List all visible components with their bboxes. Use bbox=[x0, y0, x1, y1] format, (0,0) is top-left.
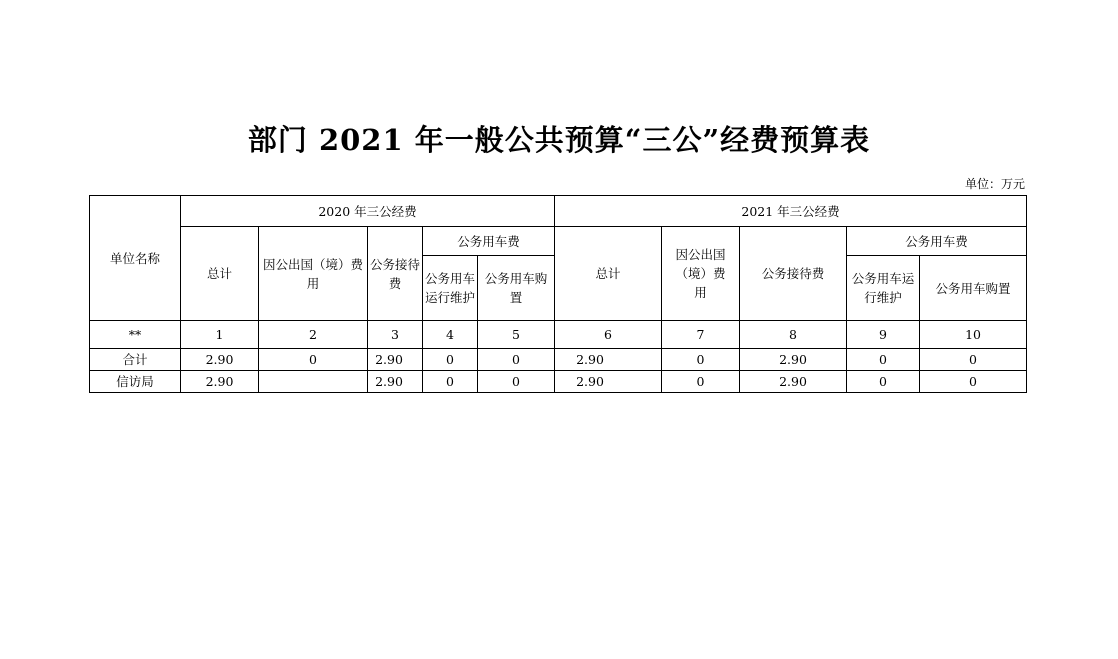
cell-value: 0 bbox=[478, 349, 555, 371]
cell-value: 2.90 bbox=[368, 371, 423, 393]
row-name: 信访局 bbox=[90, 371, 181, 393]
cell-value: 0 bbox=[423, 371, 478, 393]
cell-value: 0 bbox=[847, 371, 920, 393]
cell-value: 2.90 bbox=[181, 371, 259, 393]
header-2021-vehicle-group: 公务用车费 bbox=[847, 227, 1027, 256]
cell-value: 0 bbox=[662, 371, 740, 393]
table-row bbox=[90, 349, 1027, 371]
cell-value: 2.90 bbox=[555, 371, 662, 393]
cell-value: 2.90 bbox=[740, 371, 847, 393]
cell-value: 2.90 bbox=[555, 349, 662, 371]
cell-value: 0 bbox=[259, 349, 368, 371]
page-title: 部门 2021 年一般公共预算“三公”经费预算表 bbox=[247, 123, 871, 157]
cell-value: 0 bbox=[478, 371, 555, 393]
cell-value: 0 bbox=[920, 349, 1027, 371]
cell-value: 0 bbox=[847, 349, 920, 371]
header-2021-vehicle-ops: 公务用车运行维护 bbox=[847, 256, 920, 321]
cell-value: 0 bbox=[662, 349, 740, 371]
cell-value bbox=[259, 371, 368, 393]
row-name: 合计 bbox=[90, 349, 181, 371]
unit-label: 单位：万元 bbox=[964, 177, 1025, 191]
cell-value: 2.90 bbox=[740, 349, 847, 371]
header-group-2020: 2020 年三公经费 bbox=[181, 196, 555, 227]
cell-value: 2.90 bbox=[181, 349, 259, 371]
header-group-2021: 2021 年三公经费 bbox=[555, 196, 1027, 227]
index-cell: 1 bbox=[181, 321, 259, 349]
header-2020-reception: 公务接待费 bbox=[368, 227, 423, 321]
index-label: ** bbox=[90, 321, 181, 349]
index-cell: 5 bbox=[478, 321, 555, 349]
index-cell: 4 bbox=[423, 321, 478, 349]
header-2020-vehicle-group: 公务用车费 bbox=[423, 227, 555, 256]
header-2021-total: 总计 bbox=[555, 227, 662, 321]
header-2020-vehicle-buy: 公务用车购置 bbox=[478, 256, 555, 321]
header-2021-vehicle-buy: 公务用车购置 bbox=[920, 256, 1027, 321]
cell-value: 0 bbox=[920, 371, 1027, 393]
index-cell: 8 bbox=[740, 321, 847, 349]
table-row bbox=[90, 371, 1027, 393]
index-cell: 9 bbox=[847, 321, 920, 349]
index-cell: 7 bbox=[662, 321, 740, 349]
header-2021-abroad: 因公出国（境）费用 bbox=[662, 227, 740, 321]
index-cell: 3 bbox=[368, 321, 423, 349]
header-2021-reception: 公务接待费 bbox=[740, 227, 847, 321]
header-2020-abroad: 因公出国（境）费用 bbox=[259, 227, 368, 321]
header-unit-name: 单位名称 bbox=[90, 196, 181, 321]
index-cell: 10 bbox=[920, 321, 1027, 349]
index-cell: 2 bbox=[259, 321, 368, 349]
budget-table bbox=[89, 195, 1027, 393]
cell-value: 0 bbox=[423, 349, 478, 371]
header-2020-total: 总计 bbox=[181, 227, 259, 321]
header-2020-vehicle-ops: 公务用车运行维护 bbox=[423, 256, 478, 321]
cell-value: 2.90 bbox=[368, 349, 423, 371]
index-cell: 6 bbox=[555, 321, 662, 349]
